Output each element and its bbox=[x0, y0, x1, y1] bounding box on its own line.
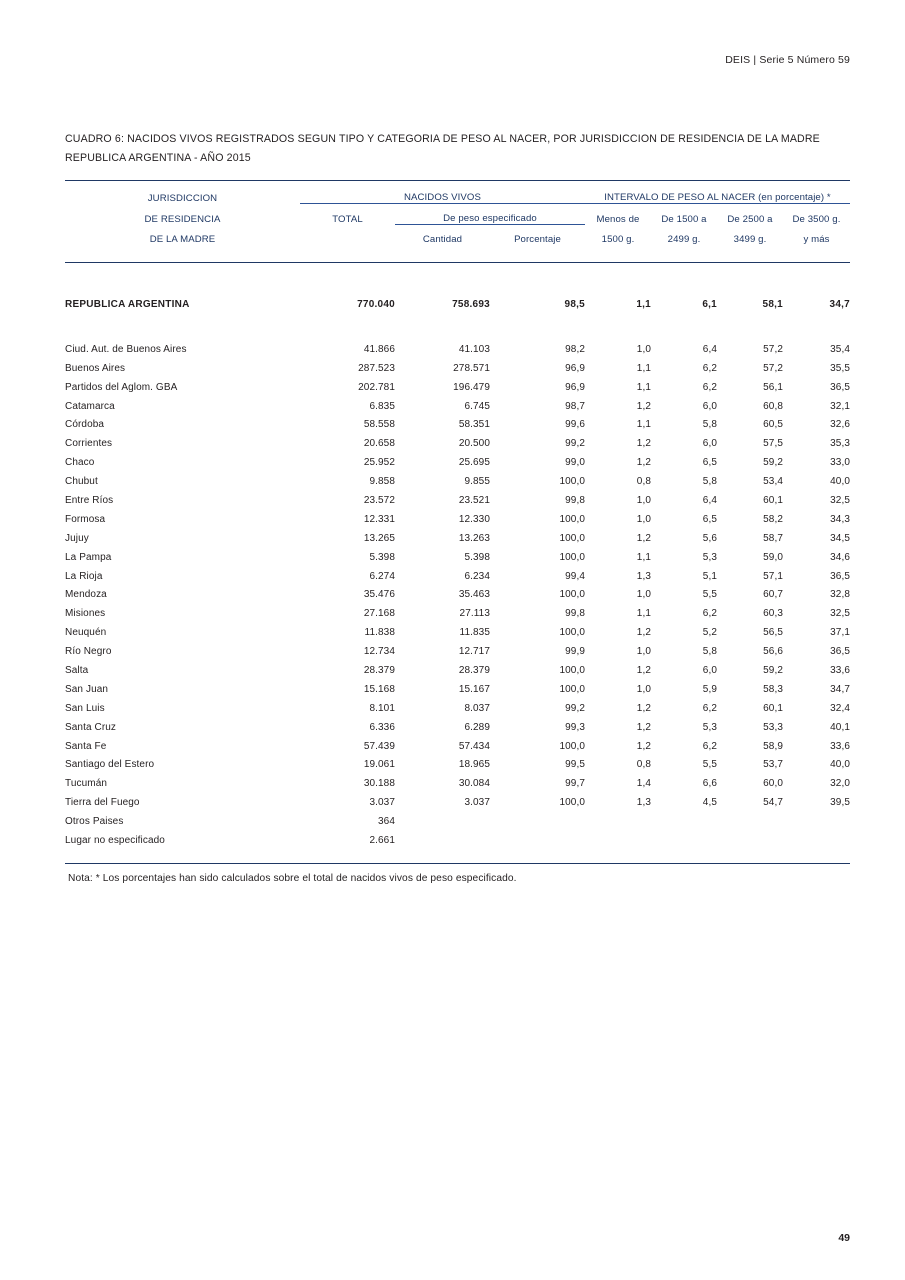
cell-3500-mas: 33,6 bbox=[830, 740, 850, 752]
cell-menos-1500: 1,4 bbox=[636, 778, 651, 790]
cell-3500-mas: 36,5 bbox=[830, 381, 850, 393]
cell-menos-1500: 1,0 bbox=[636, 343, 651, 355]
row-label: Jujuy bbox=[65, 532, 89, 544]
row-label: Mendoza bbox=[65, 589, 107, 601]
cell-3500-mas: 40,1 bbox=[830, 721, 850, 733]
cell-menos-1500: 1,2 bbox=[636, 438, 651, 450]
cell-1500-2499: 6,2 bbox=[702, 381, 717, 393]
cell-3500-mas: 32,5 bbox=[830, 608, 850, 620]
cell-cantidad: 6.289 bbox=[464, 721, 490, 733]
cell-total: 13.265 bbox=[363, 532, 395, 544]
cell-1500-2499: 6,0 bbox=[702, 665, 717, 677]
cell-cantidad: 8.037 bbox=[464, 702, 490, 714]
cell-1500-2499: 6,5 bbox=[702, 513, 717, 525]
cell-1500-2499 bbox=[651, 827, 717, 846]
cell-menos-1500: 1,2 bbox=[636, 665, 651, 677]
cell-3500-mas: 34,7 bbox=[829, 299, 850, 310]
header-2500-3499-line1: De 2500 a bbox=[727, 213, 773, 225]
table-rule-bottom bbox=[65, 864, 850, 865]
cell-porcentaje: 99,9 bbox=[565, 646, 585, 658]
cell-1500-2499: 6,4 bbox=[702, 343, 717, 355]
cell-3500-mas bbox=[783, 827, 850, 846]
cell-menos-1500: 1,3 bbox=[636, 797, 651, 809]
table-row-total bbox=[65, 289, 850, 310]
cell-3500-mas: 36,5 bbox=[830, 570, 850, 582]
cell-total: 12.734 bbox=[363, 646, 395, 658]
cell-total: 28.379 bbox=[363, 665, 395, 677]
table-row bbox=[65, 449, 850, 468]
table-title bbox=[65, 130, 855, 168]
cell-3500-mas: 34,5 bbox=[830, 532, 850, 544]
cell-3500-mas: 34,6 bbox=[830, 551, 850, 563]
cell-cantidad: 6.234 bbox=[464, 570, 490, 582]
cell-porcentaje: 100,0 bbox=[559, 740, 585, 752]
cell-porcentaje: 96,9 bbox=[565, 381, 585, 393]
cell-porcentaje: 100,0 bbox=[559, 665, 585, 677]
cell-3500-mas: 35,4 bbox=[830, 343, 850, 355]
header-jurisdiccion-line1: JURISDICCION bbox=[147, 192, 218, 204]
cell-cantidad: 27.113 bbox=[459, 608, 490, 620]
cell-2500-3499: 60,3 bbox=[763, 608, 783, 620]
cell-2500-3499: 60,0 bbox=[763, 778, 783, 790]
cell-porcentaje: 100,0 bbox=[559, 551, 585, 563]
cell-2500-3499: 56,6 bbox=[763, 646, 783, 658]
table-row bbox=[65, 525, 850, 544]
cell-total: 5.398 bbox=[369, 551, 395, 563]
cell-2500-3499 bbox=[717, 808, 783, 827]
header-total-spacer bbox=[300, 225, 395, 246]
cell-2500-3499: 58,9 bbox=[763, 740, 783, 752]
cell-2500-3499: 57,1 bbox=[763, 570, 783, 582]
cell-3500-mas: 32,1 bbox=[830, 400, 850, 412]
cell-cantidad: 3.037 bbox=[464, 797, 490, 809]
running-head: DEIS | Serie 5 Número 59 bbox=[725, 54, 850, 66]
cell-porcentaje: 99,8 bbox=[565, 495, 585, 507]
table-row bbox=[65, 544, 850, 563]
row-label: Chubut bbox=[65, 476, 98, 488]
cell-3500-mas: 40,0 bbox=[830, 759, 850, 771]
cell-porcentaje: 98,2 bbox=[565, 343, 585, 355]
cell-3500-mas: 32,0 bbox=[830, 778, 850, 790]
cell-porcentaje: 99,3 bbox=[565, 721, 585, 733]
row-label: Partidos del Aglom. GBA bbox=[65, 381, 178, 393]
cell-2500-3499: 57,2 bbox=[763, 362, 783, 374]
cell-menos-1500: 1,1 bbox=[636, 608, 651, 620]
row-label: Entre Ríos bbox=[65, 495, 114, 507]
cell-porcentaje: 100,0 bbox=[559, 476, 585, 488]
header-3500-mas-line1: De 3500 g. bbox=[792, 213, 841, 225]
cell-cantidad: 18.965 bbox=[458, 759, 490, 771]
cell-total: 770.040 bbox=[357, 299, 395, 310]
cell-porcentaje: 100,0 bbox=[559, 513, 585, 525]
cell-1500-2499: 5,3 bbox=[702, 721, 717, 733]
row-label: Ciud. Aut. de Buenos Aires bbox=[65, 343, 187, 355]
header-cantidad: Cantidad bbox=[422, 234, 463, 245]
cell-menos-1500: 1,2 bbox=[636, 702, 651, 714]
row-label: La Pampa bbox=[65, 551, 112, 563]
header-spacer bbox=[65, 245, 850, 263]
cell-1500-2499: 6,4 bbox=[702, 495, 717, 507]
cell-porcentaje: 100,0 bbox=[559, 532, 585, 544]
cell-porcentaje: 99,2 bbox=[565, 438, 585, 450]
cell-total: 6.274 bbox=[369, 570, 395, 582]
cell-total: 35.476 bbox=[363, 589, 395, 601]
cell-menos-1500: 1,2 bbox=[636, 532, 651, 544]
cell-cantidad: 25.695 bbox=[458, 457, 490, 469]
row-label: San Juan bbox=[65, 683, 109, 695]
cell-porcentaje: 99,2 bbox=[565, 702, 585, 714]
cell-total: 20.658 bbox=[363, 438, 395, 450]
post-total-spacer bbox=[65, 310, 850, 336]
cell-total: 19.061 bbox=[363, 759, 395, 771]
cell-menos-1500: 1,0 bbox=[636, 495, 651, 507]
cell-1500-2499: 6,2 bbox=[702, 608, 717, 620]
cell-1500-2499: 6,0 bbox=[702, 400, 717, 412]
header-row-1 bbox=[65, 181, 850, 204]
row-label: Santa Cruz bbox=[65, 721, 117, 733]
cell-2500-3499: 60,7 bbox=[763, 589, 783, 601]
cell-menos-1500: 1,1 bbox=[636, 362, 651, 374]
cell-porcentaje: 98,5 bbox=[564, 299, 585, 310]
header-group-nacidos-vivos: NACIDOS VIVOS bbox=[300, 181, 585, 204]
table-row bbox=[65, 374, 850, 393]
row-label: Lugar no especificado bbox=[65, 835, 165, 847]
row-label: Formosa bbox=[65, 513, 106, 525]
cell-menos-1500 bbox=[585, 808, 651, 827]
cell-3500-mas: 33,0 bbox=[830, 457, 850, 469]
cell-1500-2499: 5,3 bbox=[702, 551, 717, 563]
table-bottom-spacer bbox=[65, 846, 850, 864]
cell-cantidad: 28.379 bbox=[458, 665, 490, 677]
row-label: Santa Fe bbox=[65, 740, 107, 752]
row-label: Santiago del Estero bbox=[65, 759, 155, 771]
table-row bbox=[65, 695, 850, 714]
cell-2500-3499: 53,3 bbox=[763, 721, 783, 733]
table-row bbox=[65, 733, 850, 752]
row-label: Córdoba bbox=[65, 419, 105, 431]
row-label: Tierra del Fuego bbox=[65, 797, 140, 809]
table-title-line-1: CUADRO 6: NACIDOS VIVOS REGISTRADOS SEGUN TIPO Y CATEGORIA DE PESO AL NACER, POR JURISDICCION DE RESIDENCIA DE LA MADRE bbox=[65, 133, 820, 145]
cell-2500-3499: 57,2 bbox=[763, 343, 783, 355]
cell-cantidad: 23.521 bbox=[458, 495, 490, 507]
cell-cantidad: 15.167 bbox=[458, 683, 490, 695]
cell-3500-mas: 32,4 bbox=[830, 702, 850, 714]
cell-3500-mas: 34,7 bbox=[830, 683, 850, 695]
table-note: Nota: * Los porcentajes han sido calculados sobre el total de nacidos vivos de peso especificado. bbox=[68, 873, 517, 884]
cell-3500-mas: 35,3 bbox=[830, 438, 850, 450]
cell-2500-3499: 59,0 bbox=[763, 551, 783, 563]
table-row bbox=[65, 638, 850, 657]
table-title-line-2: REPUBLICA ARGENTINA - AÑO 2015 bbox=[65, 152, 251, 164]
cell-menos-1500: 1,0 bbox=[636, 589, 651, 601]
cell-porcentaje: 100,0 bbox=[559, 797, 585, 809]
cell-1500-2499: 4,5 bbox=[702, 797, 717, 809]
table-row bbox=[65, 600, 850, 619]
cell-menos-1500: 1,1 bbox=[636, 419, 651, 431]
cell-cantidad: 57.434 bbox=[458, 740, 490, 752]
cell-2500-3499: 54,7 bbox=[763, 797, 783, 809]
cell-porcentaje: 99,4 bbox=[565, 570, 585, 582]
table-row bbox=[65, 355, 850, 374]
cell-3500-mas: 35,5 bbox=[830, 362, 850, 374]
cell-2500-3499: 57,5 bbox=[763, 438, 783, 450]
cell-cantidad: 196.479 bbox=[453, 381, 490, 393]
table-row bbox=[65, 789, 850, 808]
cell-total: 9.858 bbox=[369, 476, 395, 488]
cell-total: 30.188 bbox=[363, 778, 395, 790]
cell-porcentaje: 99,7 bbox=[565, 778, 585, 790]
cell-2500-3499: 60,5 bbox=[763, 419, 783, 431]
cell-2500-3499: 59,2 bbox=[763, 457, 783, 469]
cell-1500-2499: 6,0 bbox=[702, 438, 717, 450]
cell-2500-3499: 60,1 bbox=[763, 495, 783, 507]
table-row bbox=[65, 619, 850, 638]
table-row bbox=[65, 582, 850, 601]
header-1500-2499-line2: 2499 g. bbox=[667, 234, 701, 245]
table-row bbox=[65, 657, 850, 676]
cell-1500-2499: 5,5 bbox=[702, 759, 717, 771]
cell-1500-2499: 5,8 bbox=[702, 646, 717, 658]
table-row bbox=[65, 676, 850, 695]
header-row-2 bbox=[65, 204, 850, 225]
row-label: Salta bbox=[65, 665, 89, 677]
cell-menos-1500: 1,0 bbox=[636, 513, 651, 525]
cell-porcentaje: 100,0 bbox=[559, 683, 585, 695]
cell-1500-2499: 5,2 bbox=[702, 627, 717, 639]
cell-total: 27.168 bbox=[363, 608, 395, 620]
cell-1500-2499: 6,2 bbox=[702, 362, 717, 374]
cell-3500-mas: 40,0 bbox=[830, 476, 850, 488]
cell-porcentaje: 99,5 bbox=[565, 759, 585, 771]
cell-3500-mas bbox=[783, 808, 850, 827]
header-total: TOTAL bbox=[332, 213, 363, 225]
row-label: La Rioja bbox=[65, 570, 103, 582]
cell-3500-mas: 34,3 bbox=[830, 513, 850, 525]
data-table-wrapper bbox=[65, 180, 850, 864]
cell-3500-mas: 32,8 bbox=[830, 589, 850, 601]
table-row bbox=[65, 506, 850, 525]
cell-menos-1500: 1,1 bbox=[636, 299, 651, 310]
cell-cantidad bbox=[395, 827, 490, 846]
cell-1500-2499: 5,9 bbox=[702, 683, 717, 695]
cell-menos-1500: 1,3 bbox=[636, 570, 651, 582]
cell-total: 8.101 bbox=[369, 702, 395, 714]
cell-3500-mas: 39,5 bbox=[830, 797, 850, 809]
cell-3500-mas: 36,5 bbox=[830, 646, 850, 658]
pre-total-spacer bbox=[65, 263, 850, 289]
cell-cantidad: 758.693 bbox=[452, 299, 490, 310]
table-row bbox=[65, 412, 850, 431]
cell-cantidad: 35.463 bbox=[458, 589, 490, 601]
cell-1500-2499: 5,1 bbox=[702, 570, 717, 582]
cell-porcentaje: 99,6 bbox=[565, 419, 585, 431]
table-row bbox=[65, 393, 850, 412]
cell-cantidad: 12.330 bbox=[458, 513, 490, 525]
cell-total: 25.952 bbox=[363, 457, 395, 469]
table-row bbox=[65, 808, 850, 827]
header-2500-3499-line2: 3499 g. bbox=[733, 234, 767, 245]
cell-1500-2499: 5,8 bbox=[702, 476, 717, 488]
cell-porcentaje bbox=[490, 808, 585, 827]
cell-2500-3499: 53,7 bbox=[763, 759, 783, 771]
cell-porcentaje: 99,8 bbox=[565, 608, 585, 620]
cell-1500-2499: 6,2 bbox=[702, 740, 717, 752]
cell-3500-mas: 37,1 bbox=[830, 627, 850, 639]
header-peso-especificado: De peso especificado bbox=[395, 204, 585, 225]
cell-total: 287.523 bbox=[358, 362, 395, 374]
cell-cantidad: 11.835 bbox=[459, 627, 490, 639]
cell-menos-1500: 1,1 bbox=[636, 551, 651, 563]
table-row bbox=[65, 714, 850, 733]
cell-1500-2499: 6,6 bbox=[702, 778, 717, 790]
cell-menos-1500: 1,2 bbox=[636, 740, 651, 752]
cell-2500-3499: 53,4 bbox=[763, 476, 783, 488]
cell-1500-2499: 5,8 bbox=[702, 419, 717, 431]
cell-menos-1500: 1,2 bbox=[636, 627, 651, 639]
cell-cantidad: 13.263 bbox=[458, 532, 490, 544]
cell-cantidad: 58.351 bbox=[458, 419, 490, 431]
row-label: Neuquén bbox=[65, 627, 107, 639]
cell-total: 202.781 bbox=[358, 381, 395, 393]
cell-porcentaje: 99,0 bbox=[565, 457, 585, 469]
cell-3500-mas: 33,6 bbox=[830, 665, 850, 677]
table-body bbox=[65, 336, 850, 846]
cell-menos-1500: 0,8 bbox=[636, 759, 651, 771]
cell-2500-3499: 56,5 bbox=[763, 627, 783, 639]
cell-total: 15.168 bbox=[363, 683, 395, 695]
table-row bbox=[65, 468, 850, 487]
cell-porcentaje: 98,7 bbox=[565, 400, 585, 412]
cell-total: 12.331 bbox=[363, 513, 395, 525]
cell-cantidad: 5.398 bbox=[464, 551, 490, 563]
table-row bbox=[65, 827, 850, 846]
cell-2500-3499: 59,2 bbox=[763, 665, 783, 677]
row-label: Catamarca bbox=[65, 400, 115, 412]
cell-3500-mas: 32,6 bbox=[830, 419, 850, 431]
cell-porcentaje: 96,9 bbox=[565, 362, 585, 374]
header-menos-1500-line2: 1500 g. bbox=[601, 234, 635, 245]
table-row bbox=[65, 752, 850, 771]
cell-total: 58.558 bbox=[363, 419, 395, 431]
header-3500-mas-line2: y más bbox=[803, 234, 830, 245]
cell-menos-1500 bbox=[585, 827, 651, 846]
row-label: Tucumán bbox=[65, 778, 108, 790]
cell-1500-2499 bbox=[651, 808, 717, 827]
header-jurisdiccion-line2: DE RESIDENCIA bbox=[144, 213, 221, 225]
cell-cantidad: 12.717 bbox=[458, 646, 490, 658]
table-row bbox=[65, 770, 850, 789]
header-group-intervalo-peso: INTERVALO DE PESO AL NACER (en porcentaje) * bbox=[585, 181, 850, 204]
cell-porcentaje bbox=[490, 827, 585, 846]
row-label: Chaco bbox=[65, 457, 95, 469]
cell-menos-1500: 1,2 bbox=[636, 457, 651, 469]
row-label: Misiones bbox=[65, 608, 106, 620]
row-label: REPUBLICA ARGENTINA bbox=[65, 299, 190, 310]
row-label: Corrientes bbox=[65, 438, 113, 450]
table-row bbox=[65, 487, 850, 506]
row-label: Río Negro bbox=[65, 646, 112, 658]
cell-total: 3.037 bbox=[369, 797, 395, 809]
table-row bbox=[65, 336, 850, 355]
cell-cantidad bbox=[395, 808, 490, 827]
header-menos-1500-line1: Menos de bbox=[596, 213, 640, 225]
cell-1500-2499: 6,5 bbox=[702, 457, 717, 469]
cell-total: 6.835 bbox=[369, 400, 395, 412]
table-row bbox=[65, 563, 850, 582]
row-label: Buenos Aires bbox=[65, 362, 126, 374]
header-1500-2499-line1: De 1500 a bbox=[661, 213, 707, 225]
page-number: 49 bbox=[838, 1232, 850, 1244]
data-table bbox=[65, 180, 850, 864]
cell-cantidad: 9.855 bbox=[464, 476, 490, 488]
cell-menos-1500: 1,2 bbox=[636, 400, 651, 412]
header-jurisdiccion-line3: DE LA MADRE bbox=[149, 234, 216, 245]
cell-cantidad: 278.571 bbox=[453, 362, 490, 374]
row-label: Otros Paises bbox=[65, 816, 124, 828]
cell-total: 11.838 bbox=[364, 627, 395, 639]
cell-1500-2499: 6,2 bbox=[702, 702, 717, 714]
cell-3500-mas: 32,5 bbox=[830, 495, 850, 507]
cell-cantidad: 41.103 bbox=[458, 343, 490, 355]
cell-1500-2499: 5,6 bbox=[702, 532, 717, 544]
row-label: San Luis bbox=[65, 702, 105, 714]
cell-cantidad: 30.084 bbox=[458, 778, 490, 790]
cell-total: 41.866 bbox=[363, 343, 395, 355]
cell-total: 57.439 bbox=[363, 740, 395, 752]
cell-2500-3499: 58,3 bbox=[763, 683, 783, 695]
cell-menos-1500: 1,0 bbox=[636, 646, 651, 658]
cell-total: 364 bbox=[378, 816, 395, 828]
cell-2500-3499 bbox=[717, 827, 783, 846]
cell-2500-3499: 58,1 bbox=[762, 299, 783, 310]
cell-menos-1500: 0,8 bbox=[636, 476, 651, 488]
cell-cantidad: 6.745 bbox=[464, 400, 490, 412]
cell-porcentaje: 100,0 bbox=[559, 627, 585, 639]
cell-2500-3499: 60,8 bbox=[763, 400, 783, 412]
cell-1500-2499: 6,1 bbox=[702, 299, 717, 310]
cell-total: 23.572 bbox=[363, 495, 395, 507]
cell-cantidad: 20.500 bbox=[458, 438, 490, 450]
cell-2500-3499: 58,7 bbox=[763, 532, 783, 544]
cell-menos-1500: 1,1 bbox=[636, 381, 651, 393]
cell-menos-1500: 1,2 bbox=[636, 721, 651, 733]
cell-porcentaje: 100,0 bbox=[559, 589, 585, 601]
table-row bbox=[65, 430, 850, 449]
cell-2500-3499: 56,1 bbox=[763, 381, 783, 393]
cell-2500-3499: 58,2 bbox=[763, 513, 783, 525]
cell-total: 2.661 bbox=[369, 835, 395, 847]
cell-total: 6.336 bbox=[369, 721, 395, 733]
cell-2500-3499: 60,1 bbox=[763, 702, 783, 714]
cell-menos-1500: 1,0 bbox=[636, 683, 651, 695]
cell-1500-2499: 5,5 bbox=[702, 589, 717, 601]
header-porcentaje: Porcentaje bbox=[514, 234, 561, 245]
header-row-3 bbox=[65, 225, 850, 246]
